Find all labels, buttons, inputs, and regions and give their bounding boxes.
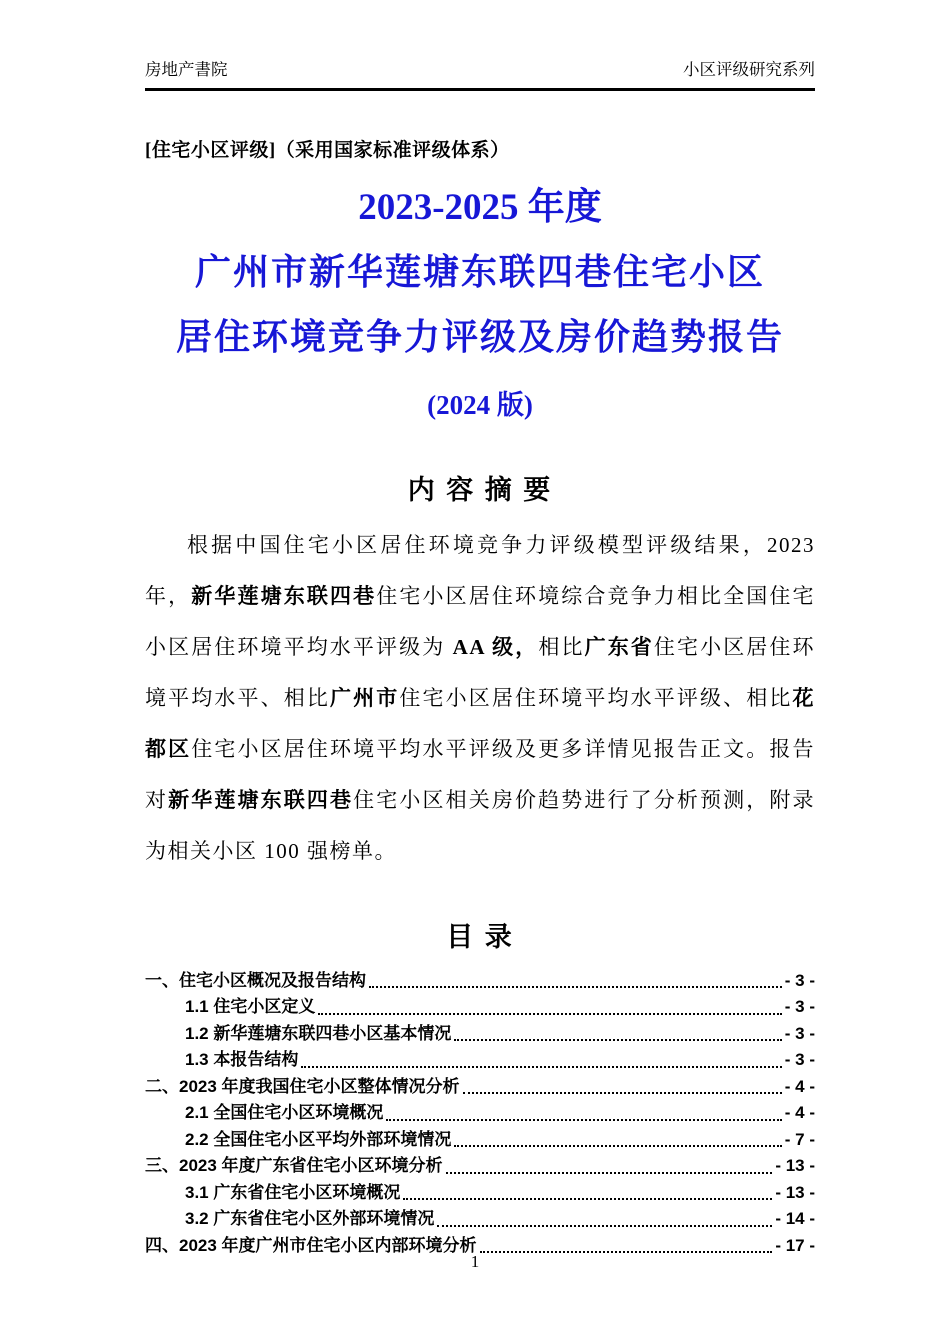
toc-item-page: - 3 - xyxy=(784,997,815,1017)
summary-paragraph xyxy=(145,520,815,877)
toc-item-label: 二、2023 年度我国住宅小区整体情况分析 xyxy=(145,1076,460,1096)
toc-item-page: - 7 - xyxy=(784,1129,815,1149)
header-left-text: 房地产書院 xyxy=(145,61,228,79)
toc-item-page: - 3 - xyxy=(784,1023,815,1043)
summary-segment: 住宅小区相关房价趋势进行了分析预测，附录为相关小区 100 强榜单。 xyxy=(145,787,815,863)
summary-segment: 新华莲塘东联四巷 xyxy=(191,583,377,608)
summary-segment: 住宅小区居住环境平均水平评级、相比 xyxy=(399,685,793,710)
summary-segment: 广州市 xyxy=(330,685,400,710)
toc-item-page: - 4 - xyxy=(784,1076,815,1096)
toc-item-page: - 13 - xyxy=(775,1182,815,1202)
toc-item[interactable] xyxy=(145,1100,815,1127)
summary-segment: 新华莲塘东联四巷 xyxy=(168,787,354,812)
toc-item-page: - 3 - xyxy=(784,1050,815,1070)
toc-item[interactable] xyxy=(145,1047,815,1074)
summary-segment: 广东省 xyxy=(584,634,654,659)
toc-leader-dots xyxy=(437,1225,772,1227)
summary-segment: 住宅小区居住环境综合竞争力相比全国住宅小区居住环境平均水平评级为 xyxy=(145,583,815,659)
summary-segment: 花都区 xyxy=(145,685,815,761)
toc-item-page: - 4 - xyxy=(784,1103,815,1123)
summary-segment: 住宅小区居住环境平均水平评级及更多详情见报告正文。报告对 xyxy=(145,736,815,812)
summary-segment: 住宅小区居住环境平均水平、相比 xyxy=(145,634,816,710)
toc-leader-dots xyxy=(463,1092,782,1094)
toc-item-label: 2.2 全国住宅小区平均外部环境情况 xyxy=(185,1129,452,1149)
toc-item-label: 2.1 全国住宅小区环境概况 xyxy=(185,1103,384,1123)
page-header xyxy=(145,56,815,91)
toc-item-label: 四、2023 年度广州市住宅小区内部环境分析 xyxy=(145,1235,477,1255)
toc-leader-dots xyxy=(454,1145,781,1147)
toc-item-label: 1.1 住宅小区定义 xyxy=(185,997,316,1017)
toc-item-label: 1.2 新华莲塘东联四巷小区基本情况 xyxy=(185,1023,452,1043)
toc-item-page: - 3 - xyxy=(784,970,815,990)
toc-leader-dots xyxy=(318,1013,781,1015)
toc-heading: 目 录 xyxy=(446,921,514,952)
toc-item-page: - 13 - xyxy=(775,1156,815,1176)
toc-leader-dots xyxy=(403,1198,772,1200)
toc-item[interactable] xyxy=(145,968,815,995)
toc-item[interactable] xyxy=(145,994,815,1021)
summary-segment: 根据中国住宅小区居住环境竞争力评级模型评级结果，2023 年， xyxy=(145,532,815,608)
summary-heading: 内 容 摘 要 xyxy=(407,474,553,505)
toc-item-label: 3.2 广东省住宅小区外部环境情况 xyxy=(185,1209,435,1229)
toc-leader-dots xyxy=(446,1172,773,1174)
toc-leader-dots xyxy=(301,1066,781,1068)
toc-item-label: 3.1 广东省住宅小区环境概况 xyxy=(185,1182,401,1202)
title-block xyxy=(145,186,815,422)
toc-item-label: 一、住宅小区概况及报告结构 xyxy=(145,970,366,990)
toc-leader-dots xyxy=(369,986,782,988)
toc-item[interactable] xyxy=(145,1074,815,1101)
header-right-text: 小区评级研究系列 xyxy=(683,61,815,79)
toc-leader-dots xyxy=(386,1119,781,1121)
toc-item[interactable] xyxy=(145,1127,815,1154)
toc-item-label: 1.3 本报告结构 xyxy=(185,1050,299,1070)
toc-list xyxy=(145,968,815,1260)
toc-item-page: - 14 - xyxy=(775,1209,815,1229)
toc-item[interactable] xyxy=(145,1021,815,1048)
summary-segment: AA 级， xyxy=(452,634,539,659)
rating-system-subtitle: [住宅小区评级]（采用国家标准评级体系） xyxy=(145,140,510,161)
toc-item[interactable] xyxy=(145,1206,815,1233)
toc-item-page: - 17 - xyxy=(775,1235,815,1255)
toc-item-label: 三、2023 年度广东省住宅小区环境分析 xyxy=(145,1156,443,1176)
page-number: 1 xyxy=(470,1252,480,1271)
title-report-type: 居住环境竞争力评级及房价趋势报告 xyxy=(175,316,784,357)
toc-item[interactable] xyxy=(145,1180,815,1207)
title-version: (2024 版) xyxy=(427,389,533,420)
title-year-range: 2023-2025 年度 xyxy=(358,187,602,228)
toc-leader-dots xyxy=(454,1039,781,1041)
summary-segment: 相比 xyxy=(538,634,585,659)
toc-item[interactable] xyxy=(145,1153,815,1180)
title-community-name: 广州市新华莲塘东联四巷住宅小区 xyxy=(194,252,765,293)
